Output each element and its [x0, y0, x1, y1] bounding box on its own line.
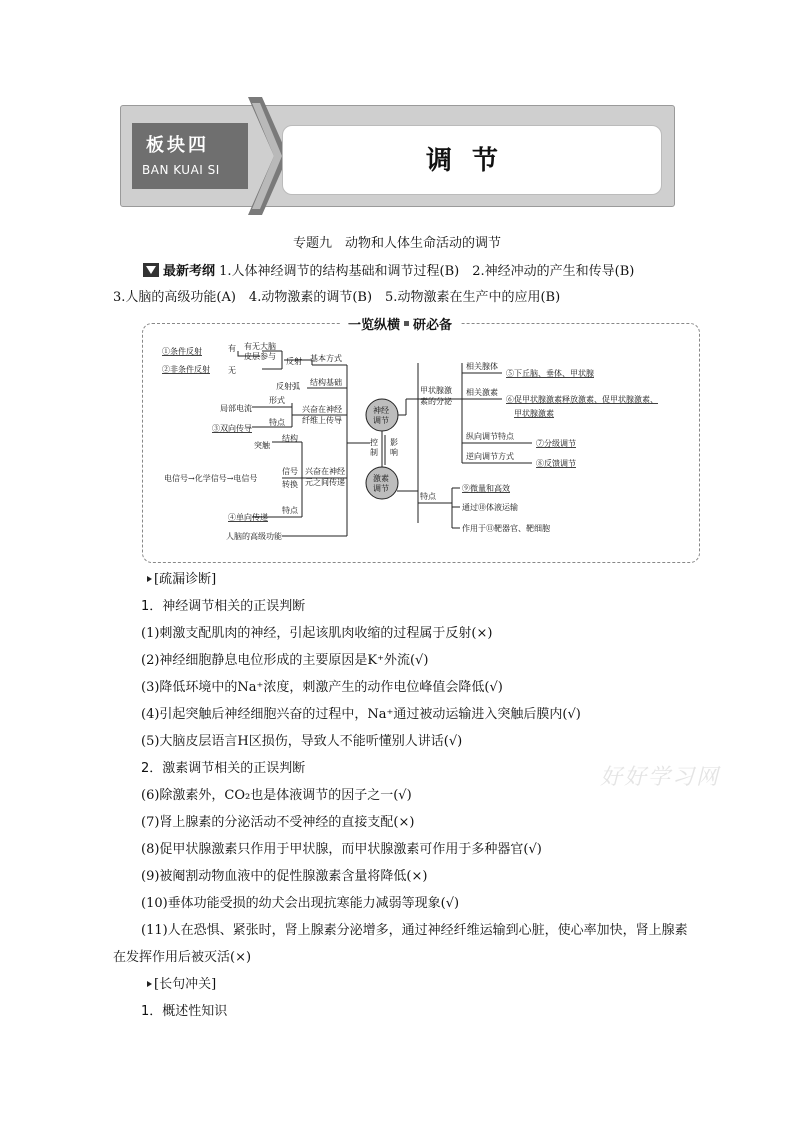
section-tag-1: [疏漏诊断] — [147, 566, 688, 593]
center-top-1: 神经 — [373, 406, 389, 415]
map-label-feature-2: 特点 — [282, 506, 298, 515]
latest-line-2: 3.人脑的高级功能(A) 4.动物激素的调节(B) 5.动物激素在生产中的应用(B) — [113, 290, 561, 305]
item-2: (2)神经细胞静息电位形成的主要原因是K⁺外流(√) — [141, 653, 429, 668]
map-label-fiber-2: 纤维上传导 — [302, 416, 342, 425]
map-title-left: 一览纵横 — [348, 318, 401, 333]
map-label-feature: 特点 — [269, 418, 285, 427]
item-1: (1)刺激支配肌肉的神经，引起该肌肉收缩的过程属于反射(×) — [141, 626, 493, 641]
section-tag-3: [长句冲关] — [147, 971, 688, 998]
map-label-convert: 转换 — [282, 480, 298, 489]
map-label-feature-r: 特点 — [420, 492, 436, 501]
section-title-1: 1．神经调节相关的正误判断 — [141, 599, 306, 614]
map-label-reflex: 反射 — [286, 357, 302, 366]
badge-cn: 板块四 — [146, 135, 209, 156]
map-node-n2: ②非条件反射 — [162, 365, 210, 374]
center-top-2: 调节 — [373, 416, 389, 425]
map-label-signal: 信号 — [282, 467, 298, 476]
influence-label-2: 响 — [390, 448, 398, 457]
section-header — [120, 97, 673, 215]
map-node-n8: ⑧反馈调节 — [536, 459, 576, 468]
section-badge — [132, 123, 248, 189]
badge-en: BAN KUAI SI — [142, 163, 220, 177]
item-4: (4)引起突触后神经细胞兴奋的过程中，Na⁺通过被动运输进入突触后膜内(√) — [141, 707, 581, 722]
item-7: (7)肾上腺素的分泌活动不受神经的直接支配(×) — [141, 815, 415, 830]
map-node-n3: ③双向传导 — [212, 424, 252, 433]
map-label-thyroid-1: 甲状腺激 — [420, 386, 452, 395]
ctrl-label-2: 制 — [370, 448, 378, 457]
map-node-n10: 通过⑩体液运输 — [462, 503, 518, 512]
map-label-vertical: 纵向调节特点 — [466, 432, 514, 441]
map-label-cortex-2: 皮层参与 — [244, 352, 276, 361]
section-title-3: 1．概述性知识 — [141, 1004, 228, 1019]
map-label-you: 有 — [228, 344, 236, 353]
subject-title: 专题九 动物和人体生命活动的调节 — [292, 236, 501, 251]
body-content — [113, 566, 688, 1025]
map-label-form: 形式 — [269, 396, 285, 405]
concept-map-diagram — [142, 323, 698, 561]
watermark: 好好学习网 — [600, 765, 721, 790]
map-node-n11: 作用于⑪靶器官、靶细胞 — [462, 524, 550, 533]
map-node-n7: ⑦分级调节 — [536, 439, 576, 448]
center-bottom-2: 调节 — [373, 484, 389, 493]
map-node-n6a: ⑥促甲状腺激素释放激素、促甲状腺激素、 — [506, 395, 658, 404]
map-label-organ: 相关腺体 — [466, 362, 498, 371]
map-label-struct-base: 结构基础 — [310, 378, 342, 387]
map-label-synapse: 突触 — [254, 441, 270, 450]
item-6: (6)除激素外，CO₂也是体液调节的因子之一(√) — [141, 788, 412, 803]
center-bottom-1: 激素 — [373, 474, 389, 483]
hormone-regulation-node — [366, 467, 398, 499]
map-label-struct: 结构 — [282, 434, 298, 443]
map-title-right: 研必备 — [413, 318, 453, 333]
triangle-icon — [147, 981, 152, 987]
map-label-signal-chain: 电信号→化学信号→电信号 — [164, 474, 258, 483]
title-panel — [282, 125, 662, 195]
latest-tag: 最新考纲 — [163, 264, 216, 279]
map-node-n9: ⑨微量和高效 — [462, 484, 510, 493]
item-11: (11)人在恐惧、紧张时，肾上腺素分泌增多，通过神经纤维运输到心脏，使心率加快，肾上腺素在发挥作用后被灭活(×) — [113, 923, 688, 965]
map-label-basic-way: 基本方式 — [310, 354, 342, 363]
item-9: (9)被阉割动物血液中的促性腺激素含量将降低(×) — [141, 869, 428, 884]
neural-regulation-node — [366, 399, 398, 431]
map-label-reverse: 逆向调节方式 — [466, 452, 514, 461]
syllabus-icon — [143, 263, 159, 277]
map-label-local-current: 局部电流 — [220, 404, 252, 413]
map-label-fiber-1: 兴奋在神经 — [302, 405, 342, 414]
map-node-n1: ①条件反射 — [162, 347, 202, 356]
item-5: (5)大脑皮层语言H区损伤，导致人不能听懂别人讲话(√) — [141, 734, 463, 749]
triangle-icon — [147, 576, 152, 582]
map-node-n5: ⑤下丘脑、垂体、甲状腺 — [506, 369, 594, 378]
ctrl-label-1: 控 — [370, 438, 378, 447]
item-8: (8)促甲状腺激素只作用于甲状腺，而甲状腺激素可作用于多种器官(√) — [141, 842, 542, 857]
item-10: (10)垂体功能受损的幼犬会出现抗寒能力减弱等现象(√) — [141, 896, 460, 911]
map-label-between-1: 兴奋在神经 — [305, 467, 345, 476]
map-node-n6b: 甲状腺激素 — [514, 409, 554, 418]
map-label-wu: 无 — [228, 366, 236, 375]
latest-syllabus — [113, 259, 688, 311]
map-label-thyroid-2: 素的分泌 — [420, 397, 452, 406]
map-label-between-2: 元之间传递 — [305, 478, 345, 487]
map-label-arc: 反射弧 — [276, 382, 300, 391]
section-title-2: 2．激素调节相关的正误判断 — [141, 761, 306, 776]
map-label-hormone: 相关激素 — [466, 388, 498, 397]
map-node-n4: ④单向传递 — [228, 513, 268, 522]
latest-line-1: 1.人体神经调节的结构基础和调节过程(B) 2.神经冲动的产生和传导(B) — [219, 264, 635, 279]
map-label-cortex-1: 有无大脑 — [244, 342, 276, 351]
page-title: 调节 — [425, 146, 518, 176]
item-3: (3)降低环境中的Na⁺浓度，刺激产生的动作电位峰值会降低(√) — [141, 680, 503, 695]
map-label-brain: 人脑的高级功能 — [226, 532, 282, 541]
influence-label-1: 影 — [390, 438, 398, 447]
